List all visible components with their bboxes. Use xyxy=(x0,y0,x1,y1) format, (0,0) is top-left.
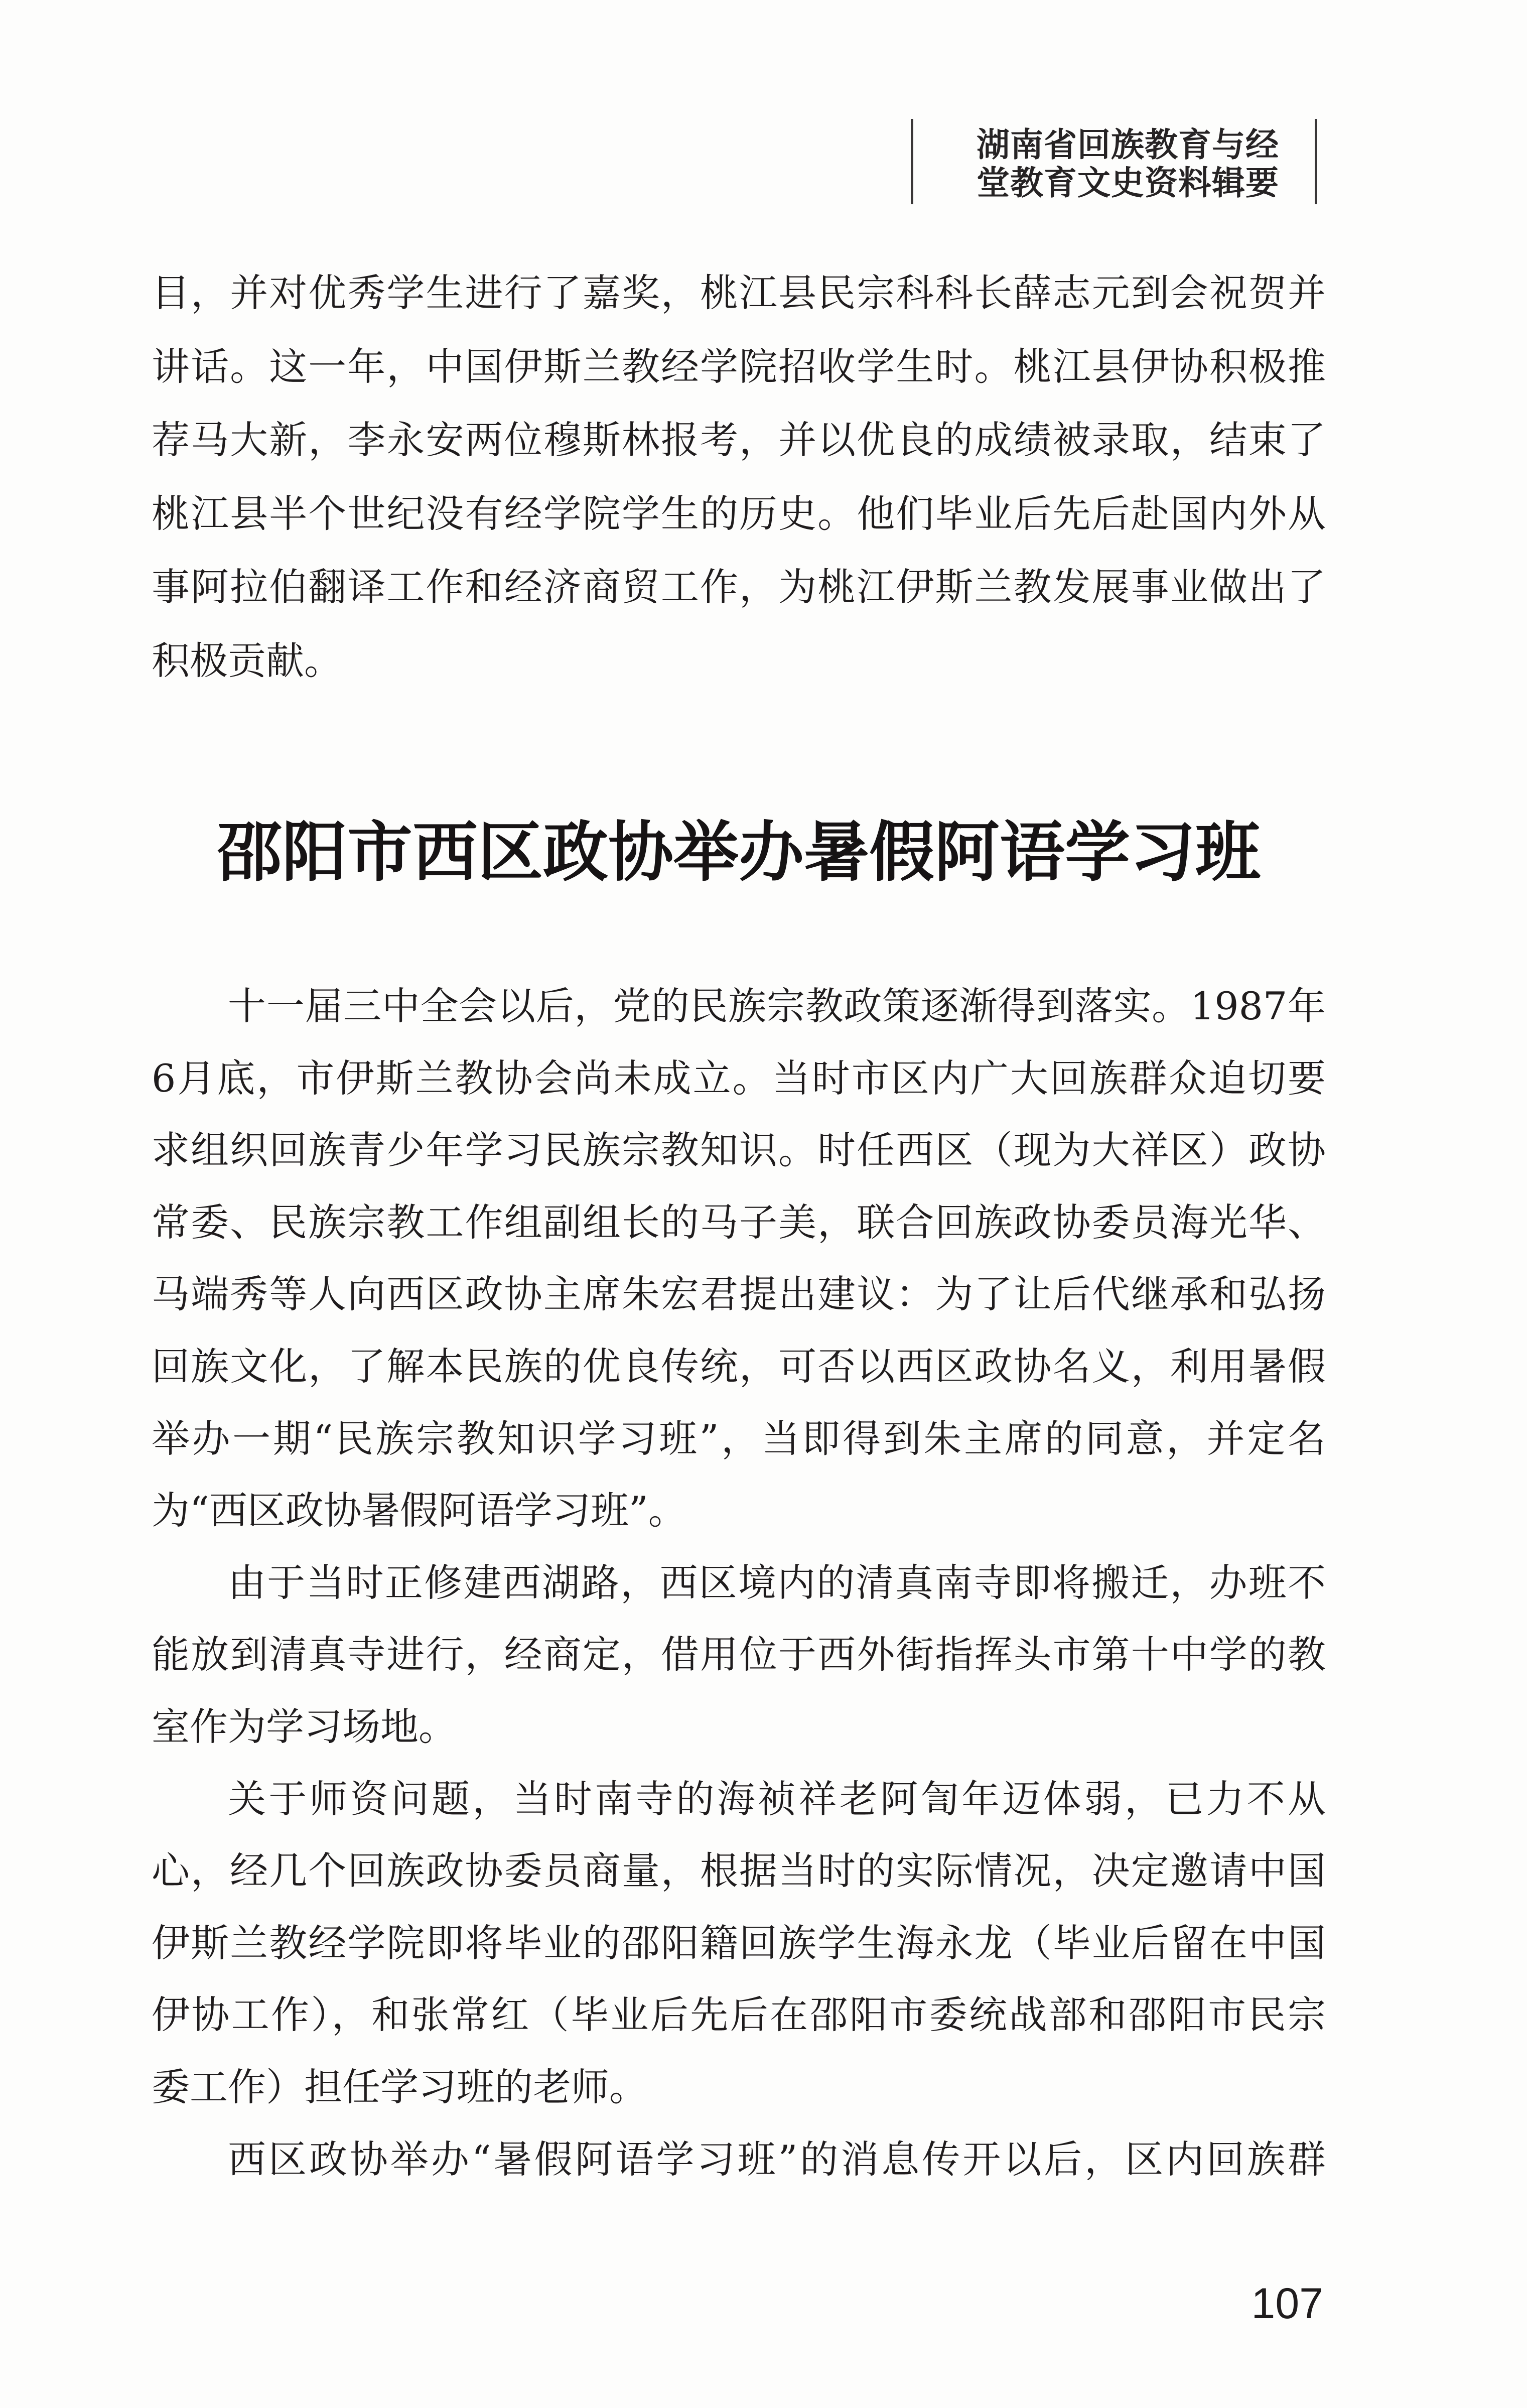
text-line: 回族文化，了解本民族的优良传统，可否以西区政协名义，利用暑假 xyxy=(152,1344,1326,1389)
page-number: 107 xyxy=(1251,2280,1323,2328)
section-title: 邵阳市西区政协举办暑假阿语学习班 xyxy=(216,814,1261,890)
text-line: 荐马大新，李永安两位穆斯林报考，并以优良的成绩被录取，结束了 xyxy=(152,418,1326,462)
text-line: 目，并对优秀学生进行了嘉奖，桃江县民宗科科长薛志元到会祝贺并 xyxy=(152,271,1326,315)
paragraph xyxy=(152,1763,1326,2123)
text-line: 西区政协举办“暑假阿语学习班”的消息传开以后，区内回族群 xyxy=(228,2136,1326,2182)
text-line: 桃江县半个世纪没有经学院学生的历史。他们毕业后先后赴国内外从 xyxy=(152,491,1326,536)
text-line: 6月底，市伊斯兰教协会尚未成立。当时市区内广大回族群众迫切要 xyxy=(152,1055,1326,1101)
running-header-line: 堂教育文史资料辑要 xyxy=(977,164,1279,202)
continued-paragraph xyxy=(152,256,1326,698)
text-line: 室作为学习场地。 xyxy=(152,1704,457,1749)
text-line: 能放到清真寺进行，经商定，借用位于西外街指挥头市第十中学的教 xyxy=(152,1632,1326,1677)
paragraph xyxy=(152,2123,1326,2196)
text-line: 积极贡献。 xyxy=(152,638,342,683)
text-line: 举办一期“民族宗教知识学习班”，当即得到朱主席的同意，并定名 xyxy=(152,1416,1326,1461)
text-line: 伊协工作），和张常红（毕业后先后在邵阳市委统战部和邵阳市民宗 xyxy=(152,1992,1326,2038)
text-line: 十一届三中全会以后，党的民族宗教政策逐渐得到落实。1987年 xyxy=(228,984,1326,1028)
running-header-line: 湖南省回族教育与经 xyxy=(977,125,1279,164)
text-line: 常委、民族宗教工作组副组长的马子美，联合回族政协委员海光华、 xyxy=(152,1199,1326,1245)
section-body xyxy=(152,970,1326,2195)
text-line: 伊斯兰教经学院即将毕业的邵阳籍回族学生海永龙（毕业后留在中国 xyxy=(152,1920,1326,1965)
text-line: 事阿拉伯翻译工作和经济商贸工作，为桃江伊斯兰教发展事业做出了 xyxy=(152,565,1326,609)
paragraph xyxy=(152,1547,1326,1763)
header-divider-left xyxy=(911,119,913,204)
text-line: 由于当时正修建西湖路，西区境内的清真南寺即将搬迁，办班不 xyxy=(228,1560,1326,1605)
text-line: 心，经几个回族政协委员商量，根据当时的实际情况，决定邀请中国 xyxy=(152,1848,1326,1894)
running-header xyxy=(977,126,1288,202)
text-line: 委工作）担任学习班的老师。 xyxy=(152,2064,647,2109)
paragraph xyxy=(152,970,1326,1547)
text-line: 讲话。这一年，中国伊斯兰教经学院招收学生时。桃江县伊协积极推 xyxy=(152,344,1326,389)
text-line: 关于师资问题，当时南寺的海祯祥老阿訇年迈体弱，已力不从 xyxy=(228,1776,1326,1821)
text-line: 求组织回族青少年学习民族宗教知识。时任西区（现为大祥区）政协 xyxy=(152,1128,1326,1173)
text-line: 马端秀等人向西区政协主席朱宏君提出建议：为了让后代继承和弘扬 xyxy=(152,1272,1326,1317)
text-line: 为“西区政协暑假阿语学习班”。 xyxy=(152,1488,686,1533)
header-divider-right xyxy=(1315,119,1317,204)
